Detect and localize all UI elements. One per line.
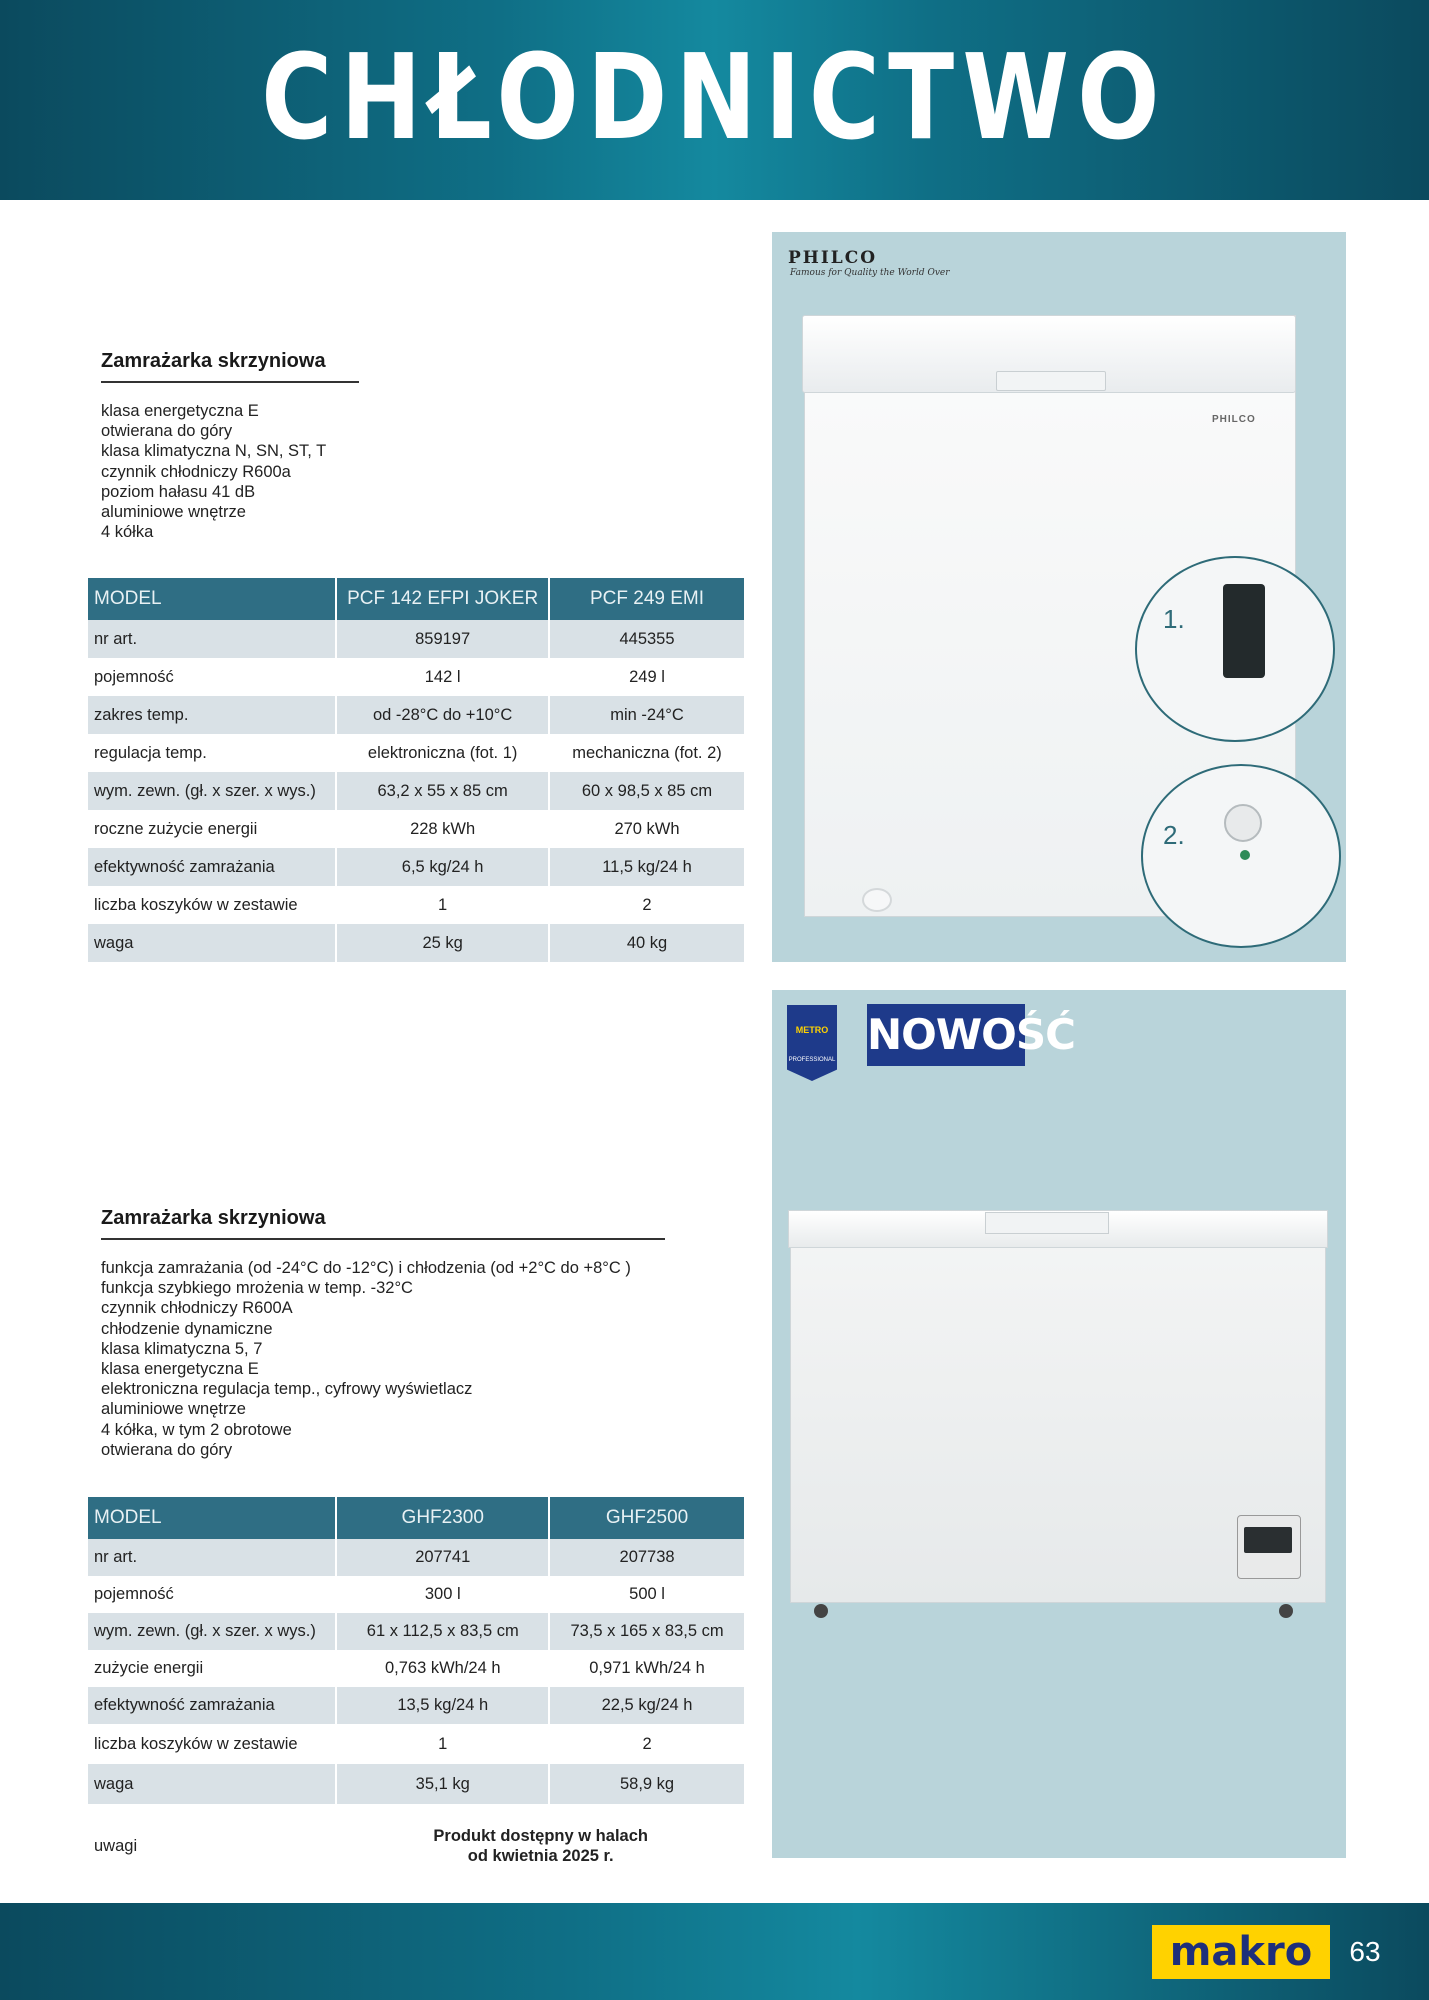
table-cell: 270 kWh [550, 810, 746, 848]
table-cell: 6,5 kg/24 h [337, 848, 550, 886]
display-screen-icon [1244, 1527, 1292, 1553]
table-cell: uwagi [88, 1804, 337, 1888]
table-header-cell: PCF 142 EFPI JOKER [337, 578, 550, 620]
table-cell: 1 [337, 1724, 550, 1764]
page-header [0, 0, 1429, 200]
note-line: od kwietnia 2025 r. [467, 1847, 614, 1865]
makro-logo: makro [1152, 1925, 1330, 1979]
table-cell: liczba koszyków w zestawie [88, 886, 337, 924]
table-cell: 22,5 kg/24 h [550, 1687, 746, 1724]
feature-item: poziom hałasu 41 dB [101, 482, 256, 501]
section2-features [101, 1258, 631, 1460]
table-cell: wym. zewn. (gł. x szer. x wys.) [88, 1613, 337, 1650]
page-number: 63 [1349, 1936, 1381, 1967]
table-cell: 500 l [550, 1576, 746, 1613]
table-cell: wym. zewn. (gł. x szer. x wys.) [88, 772, 337, 810]
feature-item: klasa klimatyczna N, SN, ST, T [101, 442, 327, 461]
thermostat-knob-icon [1224, 804, 1262, 842]
spec-table-1 [88, 578, 746, 962]
detail-label-2: 2. [1163, 820, 1185, 850]
table-header-cell: MODEL [88, 1497, 337, 1539]
table-row [88, 924, 746, 962]
metro-professional-badge [787, 1005, 837, 1081]
table-cell: regulacja temp. [88, 734, 337, 772]
appliance-brand-label: PHILCO [1212, 414, 1256, 425]
table-row [88, 1804, 746, 1888]
feature-item: aluminiowe wnętrze [101, 503, 246, 522]
table-row [88, 886, 746, 924]
table-cell: 58,9 kg [550, 1764, 746, 1804]
table-row [88, 810, 746, 848]
table-cell: 13,5 kg/24 h [337, 1687, 550, 1724]
table-row [88, 734, 746, 772]
table-row [88, 658, 746, 696]
feature-item: klasa energetyczna E [101, 402, 259, 420]
table-cell: nr art. [88, 620, 337, 658]
table-cell: 61 x 112,5 x 83,5 cm [337, 1613, 550, 1650]
table-cell: 142 l [337, 658, 550, 696]
table-cell: 11,5 kg/24 h [550, 848, 746, 886]
section2-title: Zamrażarka skrzyniowa [101, 1207, 665, 1240]
table-cell: 228 kWh [337, 810, 550, 848]
table-cell: efektywność zamrażania [88, 1687, 337, 1724]
new-product-badge: NOWOŚĆ [867, 1004, 1025, 1066]
table-cell: 859197 [337, 620, 550, 658]
feature-item: aluminiowe wnętrze [101, 1400, 246, 1419]
table-cell: liczba koszyków w zestawie [88, 1724, 337, 1764]
table-cell: 1 [337, 886, 550, 924]
table-cell: 60 x 98,5 x 85 cm [550, 772, 746, 810]
freezer-handle [996, 371, 1106, 391]
table-row [88, 1724, 746, 1764]
table-header-row [88, 1497, 746, 1539]
table-cell: 40 kg [550, 924, 746, 962]
table-cell: 63,2 x 55 x 85 cm [337, 772, 550, 810]
table-cell: nr art. [88, 1539, 337, 1576]
drain-plug-icon [862, 888, 892, 912]
table-cell: 0,971 kWh/24 h [550, 1650, 746, 1687]
note-line: Produkt dostępny w halach [433, 1827, 648, 1845]
table-cell: roczne zużycie energii [88, 810, 337, 848]
table-cell: 207741 [337, 1539, 550, 1576]
table-header-row [88, 578, 746, 620]
metro-badge-text: METRO [795, 1025, 829, 1035]
feature-item: czynnik chłodniczy R600a [101, 462, 291, 481]
section1-title: Zamrażarka skrzyniowa [101, 350, 359, 383]
table-row [88, 696, 746, 734]
table-cell: waga [88, 924, 337, 962]
table-cell: pojemność [88, 658, 337, 696]
table-row [88, 1613, 746, 1650]
table-header-cell: MODEL [88, 578, 337, 620]
feature-item: 4 kółka, w tym 2 obrotowe [101, 1420, 292, 1439]
table-row [88, 620, 746, 658]
table-cell: waga [88, 1764, 337, 1804]
metro-badge-subtext: PROFESSIONAL [788, 1057, 836, 1063]
table-row [88, 1764, 746, 1804]
freezer-handle [985, 1212, 1109, 1234]
electronic-control-panel-icon [1223, 584, 1265, 678]
feature-item: chłodzenie dynamiczne [101, 1319, 273, 1338]
table-row [88, 1539, 746, 1576]
table-cell: 207738 [550, 1539, 746, 1576]
feature-item: czynnik chłodniczy R600A [101, 1299, 293, 1318]
table-cell: pojemność [88, 1576, 337, 1613]
table-cell: 25 kg [337, 924, 550, 962]
table-row [88, 1650, 746, 1687]
table-cell: 249 l [550, 658, 746, 696]
section1-features [101, 401, 326, 542]
table-cell: 300 l [337, 1576, 550, 1613]
table-row [88, 1576, 746, 1613]
feature-item: funkcja zamrażania (od -24°C do -12°C) i chłodzenia (od +2°C do +8°C ) [101, 1259, 631, 1277]
table-cell: zużycie energii [88, 1650, 337, 1687]
table-row [88, 1687, 746, 1724]
wheel-icon [1279, 1604, 1293, 1618]
feature-item: otwierana do góry [101, 422, 233, 441]
table-cell: 0,763 kWh/24 h [337, 1650, 550, 1687]
table-cell: 2 [550, 886, 746, 924]
table-cell: 73,5 x 165 x 83,5 cm [550, 1613, 746, 1650]
table-row [88, 772, 746, 810]
table-cell: efektywność zamrażania [88, 848, 337, 886]
table-cell: elektroniczna (fot. 1) [337, 734, 550, 772]
feature-item: klasa energetyczna E [101, 1360, 259, 1379]
table-header-cell: GHF2300 [337, 1497, 550, 1539]
page-title: CHŁODNICTWO [261, 28, 1168, 166]
feature-item: funkcja szybkiego mrożenia w temp. -32°C [101, 1279, 413, 1298]
table-cell: mechaniczna (fot. 2) [550, 734, 746, 772]
table-cell: 445355 [550, 620, 746, 658]
philco-tagline: Famous for Quality the World Over [790, 268, 950, 278]
table-row [88, 848, 746, 886]
table-header-cell: PCF 249 EMI [550, 578, 746, 620]
table-cell: 2 [550, 1724, 746, 1764]
philco-logo: PHILCO [788, 248, 878, 268]
feature-item: 4 kółka [101, 523, 154, 542]
feature-item: otwierana do góry [101, 1440, 233, 1459]
table-cell: zakres temp. [88, 696, 337, 734]
power-led-icon [1240, 850, 1250, 860]
table-cell: od -28°C do +10°C [337, 696, 550, 734]
detail-label-1: 1. [1163, 604, 1185, 634]
table-cell: 35,1 kg [337, 1764, 550, 1804]
table-header-cell: GHF2500 [550, 1497, 746, 1539]
spec-table-2 [88, 1497, 746, 1888]
table-cell: min -24°C [550, 696, 746, 734]
feature-item: klasa klimatyczna 5, 7 [101, 1339, 263, 1358]
feature-item: elektroniczna regulacja temp., cyfrowy wyświetlacz [101, 1380, 473, 1399]
availability-note [337, 1804, 746, 1888]
wheel-icon [814, 1604, 828, 1618]
